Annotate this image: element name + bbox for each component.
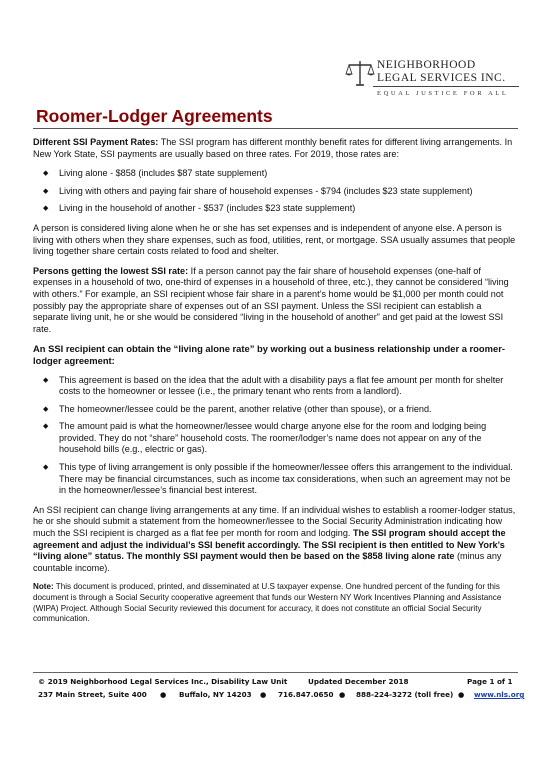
diamond-bullet-icon: ◆ [43,464,49,472]
diamond-bullet-icon: ◆ [43,187,49,195]
footer-copyright: © 2019 Neighborhood Legal Services Inc., Disability Law Unit [38,677,288,686]
section-heading: An SSI recipient can obtain the “living alone rate” by working out a business relationship under a roomer-lodger agreement: [33,343,505,366]
intro-text: The SSI program has different monthly benefit rates for different living arrangements. In New York State, SSI payments are usually based on three rates. For 2019, those rates are: [33,137,513,159]
change-tail-text: (minus any countable income). [33,551,502,573]
intro-paragraph [33,137,518,160]
note-paragraph [33,582,518,624]
footer-separator-dot: ● [458,690,465,699]
document-body [33,137,518,633]
intro-label: Different SSI Payment Rates: [33,137,159,147]
footer-website-link[interactable]: www.nls.org [474,690,525,699]
logo-name-line1: NEIGHBORHOOD [377,59,476,71]
note-label: Note: [33,582,54,592]
diamond-bullet-icon: ◆ [43,205,49,213]
footer-divider [33,672,518,673]
footer-page-number: Page 1 of 1 [467,677,513,686]
list-item [33,462,518,497]
lowest-rate-label: Persons getting the lowest SSI rate: [33,265,189,276]
diamond-bullet-icon: ◆ [43,423,49,431]
note-text: This document is produced, printed, and disseminated at U.S taxpayer expense. One hundred percent of the funding for this document is through a Social Security cooperative agreement that funds our Western NY Work Incentives Planning and Assistance (WIPA) Project. Although Social Security reviewed this document for accuracy, it does not constitute an official Social Security communication. [33,582,502,624]
list-item [33,375,518,398]
point-text: This type of living arrangement is only possible if the homeowner/lessee offers this arrangement to the individual. There may be financial circumstances, such as income tax considerations, when such an agreement may not be in the homeowner/lessee’s financial best interest. [59,462,513,496]
logo-name-line2: LEGAL SERVICES INC. [377,72,506,84]
rate-text: Living alone - $858 (includes $87 state supplement) [59,168,268,179]
point-text: This agreement is based on the idea that the adult with a disability pays a flat fee amount per month for shelter costs to the homeowner or lessee (i.e., the primary tenant who rents from a landlord). [59,374,504,397]
change-paragraph [33,505,518,575]
list-item [33,186,518,198]
list-item [33,404,518,416]
living-alone-paragraph: A person is considered living alone when he or she has set expenses and is independent of anyone else. A person is living with others when they share expenses, such as food, utilities, rent, or mortgage. SSA usually assumes that people living together share certain costs related to food and shelter. [33,222,516,257]
agreement-points-list [33,375,518,497]
lowest-rate-paragraph [33,266,518,336]
list-item [33,203,518,215]
point-text: The homeowner/lessee could be the parent, another relative (other than spouse), or a friend. [59,403,432,414]
scales-of-justice-icon [345,58,375,88]
footer-separator-dot: ● [160,690,167,699]
footer-tollfree: 888-224-3272 (toll free) [356,690,454,699]
rate-text: Living with others and paying fair share of household expenses - $794 (includes $23 state supplement) [59,185,473,196]
footer-updated: Updated December 2018 [308,677,409,686]
rates-list [33,168,518,215]
footer-address: 237 Main Street, Suite 400 [38,690,147,699]
list-item [33,421,518,456]
logo-divider [373,86,519,87]
footer-separator-dot: ● [339,690,346,699]
point-text: The amount paid is what the homeowner/lessee would charge anyone else for the room and lodging being provided. They do not “share” household costs. The roomer/lodger’s name does not appear on any of the household bills (e.g., electric or gas). [59,421,487,455]
document-title: Roomer-Lodger Agreements [36,106,273,126]
footer-separator-dot: ● [260,690,267,699]
logo-tagline: EQUAL JUSTICE FOR ALL [377,90,509,97]
rate-text: Living in the household of another - $537 (includes $23 state supplement) [59,203,356,214]
diamond-bullet-icon: ◆ [43,376,49,384]
diamond-bullet-icon: ◆ [43,170,49,178]
footer-city: Buffalo, NY 14203 [179,690,252,699]
lowest-rate-text: If a person cannot pay the fair share of household expenses (one-half of expenses in a household of two, one-third of expenses in a household of three, etc.), they cannot be considered “living with others.” For example, an SSI recipient whose fair share in a parent’s home would be $1,000 per month could not possibly pay the appropriate share of expenses out of an SSI payment. Unless the SSI recipient can establish a separate living unit, he or she would be considered “living in the household of another” and get paid at the lowest SSI rate. [33,265,509,334]
title-divider [33,128,518,129]
footer-phone: 716.847.0650 [278,690,334,699]
change-text: An SSI recipient can change living arrangements at any time. If an individual wishes to establish a roomer-lodger status, he or she should submit a statement from the homeowner/lessee to the Social Security Administration indicating how much the SSI recipient is charged as a flat fee per month for room and lodging. [33,504,516,539]
change-bold-text: The SSI program should accept the agreement and adjust the individual’s SSI benefit accordingly. The SSI recipient is then entitled to New York’s “living alone” status. The monthly SSI payment would then be based on the $858 living alone rate [33,528,506,562]
list-item [33,168,518,180]
diamond-bullet-icon: ◆ [43,405,49,413]
organization-logo [345,58,520,102]
